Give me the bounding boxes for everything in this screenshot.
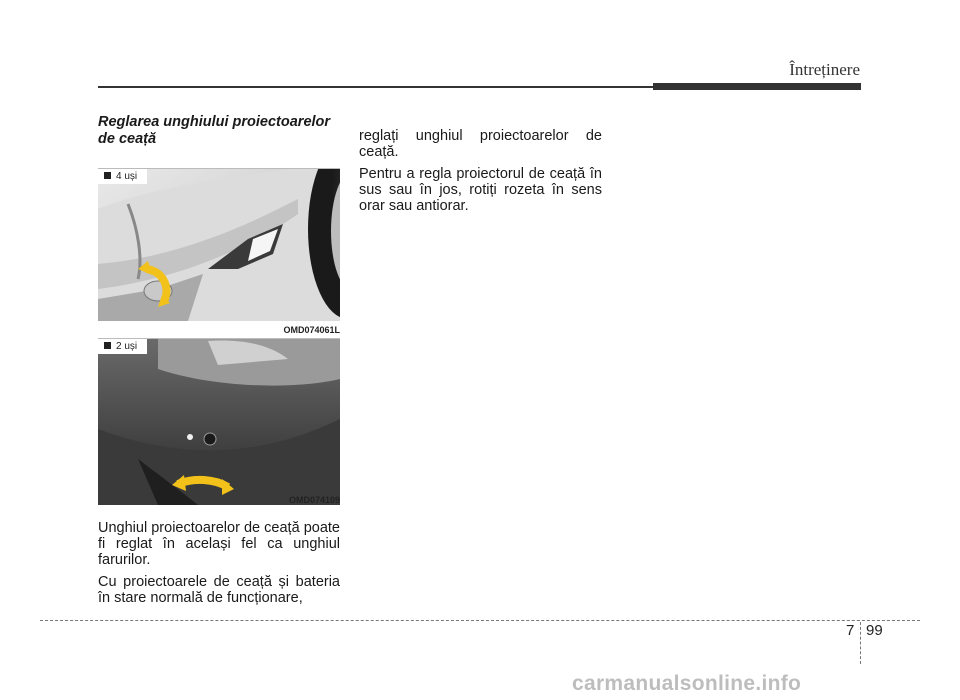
section-title: Întreținere — [789, 60, 860, 79]
paragraph: reglați unghiul proiectoarelor de ceață. — [359, 128, 602, 160]
figure-label: 2 uși — [98, 339, 147, 354]
left-column-text — [98, 520, 340, 612]
header-rule — [98, 86, 653, 88]
right-column-text — [359, 128, 602, 220]
header-rule-accent — [653, 83, 861, 90]
figure-code: OMD074109 — [288, 495, 340, 505]
figure-code: OMD074061L — [283, 325, 340, 335]
page-number-divider — [860, 622, 861, 664]
section-heading: Reglarea unghiului proiectoarelor de ceață — [98, 114, 331, 147]
bullet-square-icon — [104, 342, 111, 349]
bullet-square-icon — [104, 172, 111, 179]
watermark: carmanualsonline.info — [572, 672, 802, 695]
figure-2-doors — [98, 338, 340, 505]
fog-light-photo-4-doors — [98, 169, 340, 321]
paragraph: Cu proiectoarele de ceață și bateria în stare normală de funcționare, — [98, 574, 340, 606]
figure-4-doors — [98, 168, 340, 335]
chapter-number: 7 — [846, 622, 855, 639]
page-number: 99 — [866, 622, 883, 639]
fog-light-photo-2-doors — [98, 339, 340, 505]
paragraph: Pentru a regla proiectorul de ceață în sus sau în jos, rotiți rozeta în sens orar sau antiorar. — [359, 166, 602, 214]
footer-rule — [40, 620, 920, 621]
paragraph: Unghiul proiectoarelor de ceață poate fi reglat în același fel ca unghiul farurilor. — [98, 520, 340, 568]
figure-label: 4 uși — [98, 169, 147, 184]
